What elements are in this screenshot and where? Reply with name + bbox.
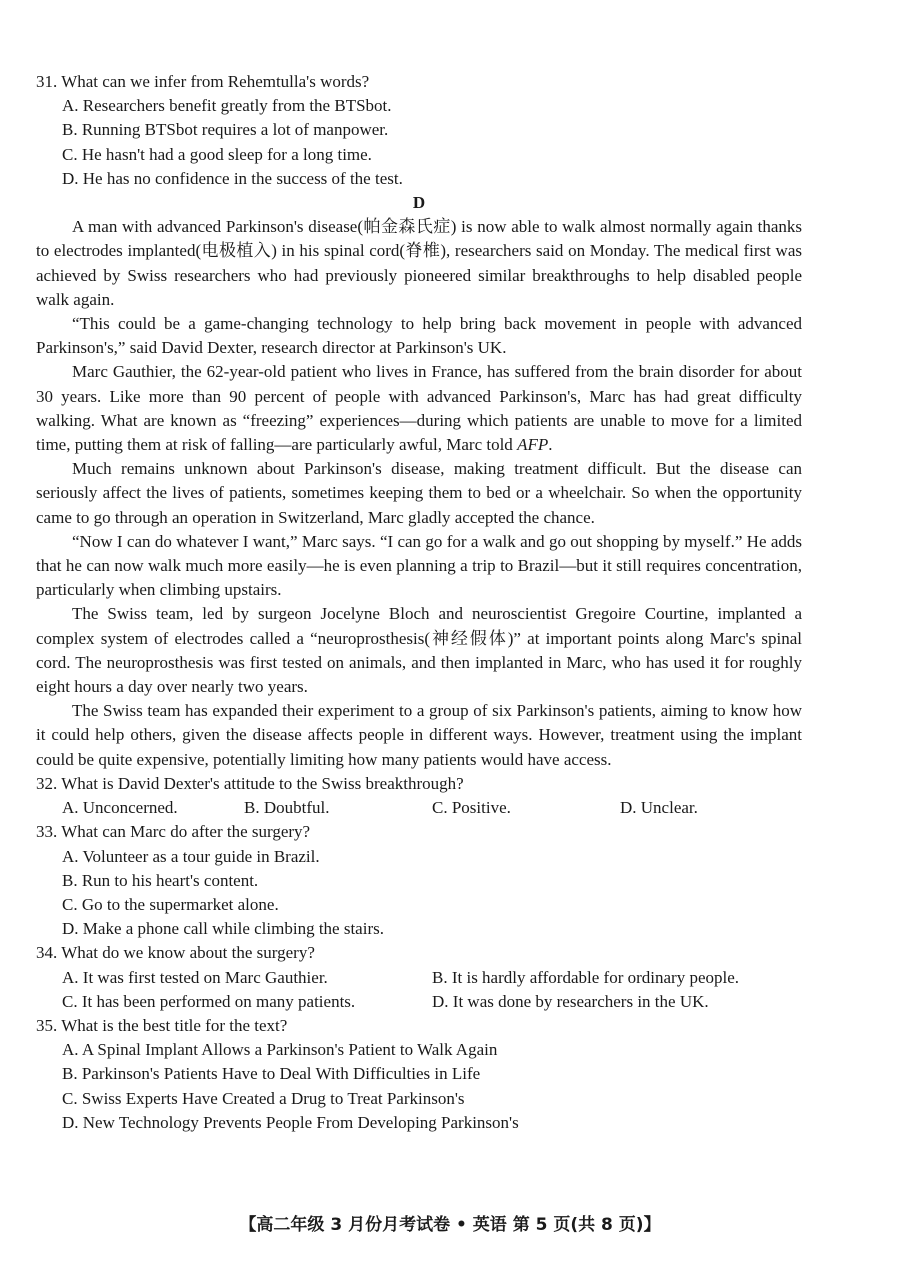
paragraph-7: The Swiss team has expanded their experiment to a group of six Parkinson's patients, aiming to know how it could help others, given the disease affects people in different ways. However, treatment using the implant could be quite expensive, potentially limiting how many patients would have access. [36,701,802,769]
section-heading: D [412,193,426,213]
paragraph-6: The Swiss team, led by surgeon Jocelyne Bloch and neuroscientist Gregoire Courtine, implanted a complex system of electrodes called a “neuroprosthesis(神经假体)” at important points along Marc's spinal cord. The neuroprosthesis was first tested on animals, and then implanted in Marc, who has used it for roughly eight hours a day over nearly two years. [36,604,802,697]
option-a: A. Researchers benefit greatly from the BTSbot. [62,96,392,116]
options-row [36,966,802,990]
paragraph-5: “Now I can do whatever I want,” Marc says. “I can go for a walk and go out shopping by myself.” He adds that he can now walk much more easily—he is even planning a trip to Brazil—but it still requires concentration, particularly when climbing upstairs. [36,531,802,600]
question-35 [36,1014,802,1135]
option-a: A. A Spinal Implant Allows a Parkinson's Patient to Walk Again [62,1040,498,1060]
paragraph-4: Much remains unknown about Parkinson's disease, making treatment difficult. But the disease can seriously affect the lives of patients, sometimes keeping them to bed or a wheelchair. So when the opportunity came to go through an operation in Switzerland, Marc gladly accepted the chance. [36,459,802,527]
question-stem: 31. What can we infer from Rehemtulla's words? [36,72,370,91]
question-32 [36,772,802,820]
option-b: B. Parkinson's Patients Have to Deal With Difficulties in Life [62,1064,481,1084]
option-c: C. He hasn't had a good sleep for a long time. [62,144,372,164]
paragraph-1: A man with advanced Parkinson's disease(帕金森氏症) is now able to walk almost normally again thanks to electrodes implanted(电极植入) in his spinal cord(脊椎), researchers said on Monday. The medical first was achieved by Swiss researchers who had previously pioneered similar breakthroughs to help disabled people walk again. [36,217,802,309]
option-b: B. Running BTSbot requires a lot of manpower. [62,120,389,140]
option-d: D. Make a phone call while climbing the stairs. [62,919,384,939]
option-c: C. It has been performed on many patients. [62,991,356,1011]
option-b: B. It is hardly affordable for ordinary people. [432,967,740,987]
news-source: AFP [517,435,549,455]
option-b: B. Run to his heart's content. [62,870,259,890]
option-a: A. Volunteer as a tour guide in Brazil. [62,846,320,866]
paragraph-3-end: . [548,435,553,455]
options-row [36,796,802,820]
reading-passage [36,215,802,772]
option-d: D. It was done by researchers in the UK. [432,991,709,1011]
paragraph-3 [36,360,802,457]
page-footer: 【高二年级 3 月份月考试卷 • 英语 第 5 页(共 8 页)】 [239,1215,661,1235]
option-c: C. Swiss Experts Have Created a Drug to Treat Parkinson's [62,1088,465,1108]
option-d: D. He has no confidence in the success of the test. [62,168,403,188]
option-c: C. Go to the supermarket alone. [62,894,279,914]
option-a: A. Unconcerned. [62,798,178,818]
option-a: A. It was first tested on Marc Gauthier. [62,967,328,987]
option-d: D. New Technology Prevents People From Developing Parkinson's [62,1112,519,1132]
question-33 [36,820,802,941]
question-stem: 35. What is the best title for the text? [36,1015,288,1035]
paragraph-2: “This could be a game-changing technology to help bring back movement in people with advanced Parkinson's,” said David Dexter, research director at Parkinson's UK. [36,314,802,358]
question-34 [36,941,802,1014]
question-stem: 34. What do we know about the surgery? [36,943,315,963]
paragraph-3-text: Marc Gauthier, the 62-year-old patient who lives in France, has suffered from the brain disorder for about 30 years. Like more than 90 percent of people with advanced Parkinson's, Marc has had great difficulty walking. What are known as “freezing” experiences—during which patients are unable to move for a limited time, putting them at risk of falling—are particularly awful, Marc told [36,362,802,455]
option-b: B. Doubtful. [244,798,330,818]
question-stem: 33. What can Marc do after the surgery? [36,822,311,842]
option-c: C. Positive. [432,798,511,818]
option-d: D. Unclear. [620,798,698,818]
question-31 [36,70,802,191]
question-stem: 32. What is David Dexter's attitude to the Swiss breakthrough? [36,773,464,793]
page-content [36,70,802,1135]
options-row [36,990,802,1014]
